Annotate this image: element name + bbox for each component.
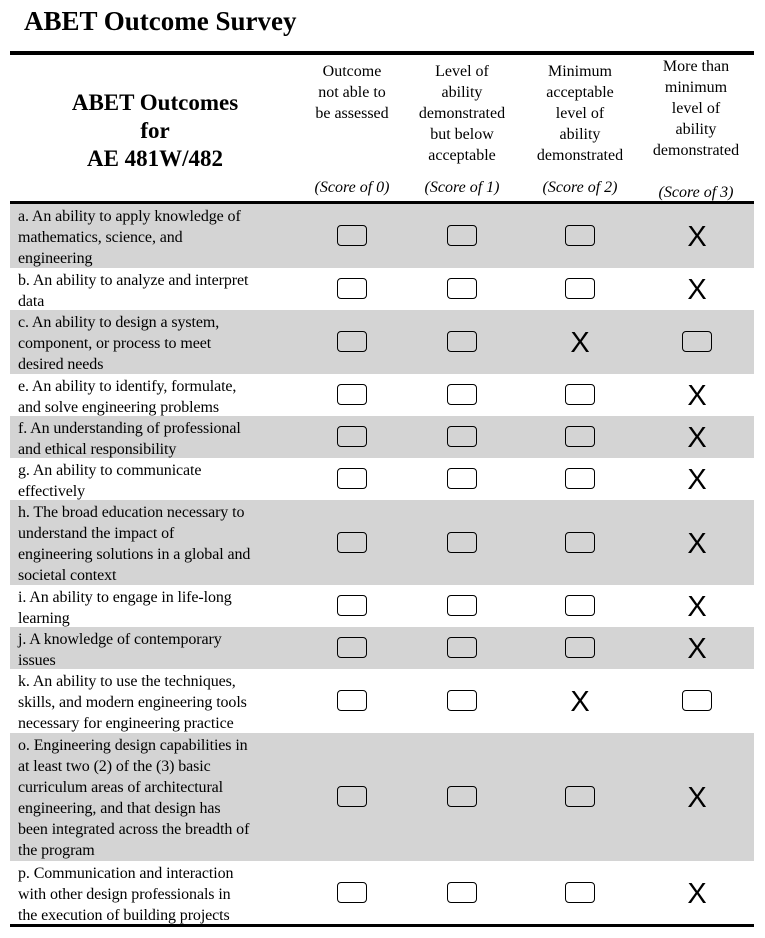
outcome-label xyxy=(18,270,303,312)
bottom-rule xyxy=(10,924,754,927)
outcome-label-line: engineering, and that design has xyxy=(18,800,221,817)
score-1-checkbox[interactable] xyxy=(432,204,492,268)
outcome-label xyxy=(18,735,303,861)
score-3-checkbox[interactable] xyxy=(667,669,727,733)
outcome-label-line: the execution of building projects xyxy=(18,907,230,924)
empty-checkbox xyxy=(447,225,477,246)
score-0-checkbox[interactable] xyxy=(322,204,382,268)
outcomes-column-title xyxy=(10,89,300,173)
x-mark-icon: X xyxy=(687,527,707,560)
score-1-checkbox[interactable] xyxy=(432,500,492,585)
empty-checkbox xyxy=(682,690,712,711)
table-row xyxy=(10,416,754,458)
score-0-checkbox[interactable] xyxy=(322,585,382,627)
x-mark-icon: X xyxy=(570,686,590,718)
empty-checkbox xyxy=(447,331,477,352)
score-0-checkbox[interactable] xyxy=(322,669,382,733)
empty-checkbox xyxy=(565,637,595,658)
score-0-checkbox[interactable] xyxy=(322,458,382,500)
outcome-label-line: learning xyxy=(18,610,70,627)
outcome-label-line: f. An understanding of professional xyxy=(18,420,241,437)
score-2-checkbox[interactable] xyxy=(550,585,610,627)
score-3-mark[interactable] xyxy=(667,733,727,861)
score-3-mark[interactable] xyxy=(667,627,727,669)
outcome-label-line: with other design professionals in xyxy=(18,886,231,903)
x-mark-icon: X xyxy=(687,633,707,665)
outcome-label xyxy=(18,460,303,502)
score-1-checkbox[interactable] xyxy=(432,627,492,669)
page-title: ABET Outcome Survey xyxy=(24,6,297,36)
score-1-checkbox[interactable] xyxy=(432,733,492,861)
score-2-checkbox[interactable] xyxy=(550,268,610,310)
table-row xyxy=(10,374,754,416)
column-header-score-2: Minimum acceptable level of ability demonstrated xyxy=(536,63,624,164)
score-3-mark[interactable] xyxy=(667,268,727,310)
empty-checkbox xyxy=(447,278,477,299)
score-3-mark[interactable] xyxy=(667,458,727,500)
score-1-checkbox[interactable] xyxy=(432,861,492,924)
x-mark-icon: X xyxy=(687,274,707,306)
score-1-checkbox[interactable] xyxy=(432,585,492,627)
empty-checkbox xyxy=(565,882,595,903)
x-mark-icon: X xyxy=(570,327,590,359)
score-1-checkbox[interactable] xyxy=(432,374,492,416)
empty-checkbox xyxy=(337,468,367,489)
empty-checkbox xyxy=(565,384,595,405)
outcome-label-line: necessary for engineering practice xyxy=(18,715,234,732)
empty-checkbox xyxy=(447,426,477,447)
outcome-label-line: a. An ability to apply knowledge of xyxy=(18,208,241,225)
outcome-label-line: desired needs xyxy=(18,356,104,373)
outcome-label-line: data xyxy=(18,293,45,310)
score-label: (Score of 0) xyxy=(314,179,390,196)
empty-checkbox xyxy=(565,595,595,616)
empty-checkbox xyxy=(337,426,367,447)
score-2-checkbox[interactable] xyxy=(550,861,610,924)
score-0-checkbox[interactable] xyxy=(322,500,382,585)
table-row xyxy=(10,733,754,861)
score-2-mark[interactable] xyxy=(550,310,610,374)
outcome-label-line: at least two (2) of the (3) basic xyxy=(18,758,211,775)
outcome-label-line: been integrated across the breadth of xyxy=(18,821,250,838)
outcome-label-line: e. An ability to identify, formulate, xyxy=(18,378,237,395)
outcome-label xyxy=(18,206,303,269)
table-row xyxy=(10,669,754,733)
empty-checkbox xyxy=(447,384,477,405)
outcome-label xyxy=(18,376,303,418)
outcome-label-line: and ethical responsibility xyxy=(18,441,177,458)
score-0-checkbox[interactable] xyxy=(322,733,382,861)
empty-checkbox xyxy=(337,637,367,658)
outcome-label xyxy=(18,587,303,629)
x-mark-icon: X xyxy=(687,422,707,454)
table-row xyxy=(10,500,754,585)
empty-checkbox xyxy=(565,532,595,553)
column-header-score-0: Outcome not able to be assessed xyxy=(315,63,389,122)
empty-checkbox xyxy=(565,225,595,246)
score-2-checkbox[interactable] xyxy=(550,500,610,585)
score-3-mark[interactable] xyxy=(667,585,727,627)
table-row xyxy=(10,310,754,374)
outcome-label-line: and solve engineering problems xyxy=(18,399,219,416)
empty-checkbox xyxy=(565,426,595,447)
outcome-label-line: g. An ability to communicate xyxy=(18,462,202,479)
score-1-checkbox[interactable] xyxy=(432,669,492,733)
score-0-checkbox[interactable] xyxy=(322,861,382,924)
empty-checkbox xyxy=(447,468,477,489)
outcome-label xyxy=(18,312,303,375)
outcome-label xyxy=(18,671,303,734)
empty-checkbox xyxy=(337,278,367,299)
x-mark-icon: X xyxy=(687,464,707,496)
empty-checkbox xyxy=(682,331,712,352)
outcome-label-line: c. An ability to design a system, xyxy=(18,314,220,331)
empty-checkbox xyxy=(447,595,477,616)
empty-checkbox xyxy=(337,331,367,352)
score-3-mark[interactable] xyxy=(667,204,727,268)
score-2-checkbox[interactable] xyxy=(550,374,610,416)
score-2-checkbox[interactable] xyxy=(550,204,610,268)
empty-checkbox xyxy=(337,595,367,616)
outcome-label-line: societal context xyxy=(18,567,117,584)
empty-checkbox xyxy=(337,690,367,711)
outcome-label-line: the program xyxy=(18,842,95,859)
outcome-label-line: engineering solutions in a global and xyxy=(18,546,251,563)
empty-checkbox xyxy=(337,384,367,405)
empty-checkbox xyxy=(447,532,477,553)
score-0-checkbox[interactable] xyxy=(322,310,382,374)
outcome-label-line: curriculum areas of architectural xyxy=(18,779,224,796)
outcome-label xyxy=(18,629,303,671)
score-2-checkbox[interactable] xyxy=(550,416,610,458)
empty-checkbox xyxy=(337,786,367,807)
outcome-label-line: j. A knowledge of contemporary xyxy=(18,631,222,648)
outcome-label xyxy=(18,418,303,460)
outcome-rows xyxy=(10,204,754,924)
score-3-checkbox[interactable] xyxy=(667,310,727,374)
score-0-checkbox[interactable] xyxy=(322,627,382,669)
x-mark-icon: X xyxy=(687,380,707,412)
score-1-checkbox[interactable] xyxy=(432,268,492,310)
outcome-label-line: engineering xyxy=(18,250,93,267)
score-2-checkbox[interactable] xyxy=(550,733,610,861)
table-row xyxy=(10,861,754,924)
outcome-label-line: o. Engineering design capabilities in xyxy=(18,737,248,754)
empty-checkbox xyxy=(565,468,595,489)
outcome-label-line: mathematics, science, and xyxy=(18,229,183,246)
outcome-label-line: b. An ability to analyze and interpret xyxy=(18,272,249,289)
empty-checkbox xyxy=(447,882,477,903)
empty-checkbox xyxy=(447,637,477,658)
score-3-mark[interactable] xyxy=(667,861,727,924)
empty-checkbox xyxy=(447,690,477,711)
table-header xyxy=(10,55,754,201)
outcome-label-line: component, or process to meet xyxy=(18,335,212,352)
outcome-label-line: skills, and modern engineering tools xyxy=(18,694,247,711)
outcome-label-line: effectively xyxy=(18,483,86,500)
score-label: (Score of 3) xyxy=(658,184,734,201)
x-mark-icon: X xyxy=(687,782,707,814)
empty-checkbox xyxy=(337,225,367,246)
score-3-mark[interactable] xyxy=(667,374,727,416)
score-1-checkbox[interactable] xyxy=(432,416,492,458)
x-mark-icon: X xyxy=(687,221,707,253)
table-row xyxy=(10,268,754,310)
outcome-label xyxy=(18,863,303,926)
score-2-mark[interactable] xyxy=(550,669,610,733)
outcomes-title-line: AE 481W/482 xyxy=(86,146,224,171)
column-header-score-3: More than minimum level of ability demonstrated xyxy=(652,58,740,159)
table-row xyxy=(10,458,754,500)
score-2-checkbox[interactable] xyxy=(550,627,610,669)
score-0-checkbox[interactable] xyxy=(322,374,382,416)
score-label: (Score of 2) xyxy=(542,179,618,196)
empty-checkbox xyxy=(565,278,595,299)
score-2-checkbox[interactable] xyxy=(550,458,610,500)
table-row xyxy=(10,585,754,627)
score-1-checkbox[interactable] xyxy=(432,310,492,374)
outcomes-title-line: for xyxy=(140,118,170,143)
score-3-mark[interactable] xyxy=(667,500,727,585)
outcome-label-line: issues xyxy=(18,652,56,669)
score-label: (Score of 1) xyxy=(424,179,500,196)
empty-checkbox xyxy=(337,882,367,903)
table-row xyxy=(10,627,754,669)
table-row xyxy=(10,204,754,268)
outcome-label-line: i. An ability to engage in life-long xyxy=(18,589,232,606)
score-3-mark[interactable] xyxy=(667,416,727,458)
empty-checkbox xyxy=(447,786,477,807)
outcome-label-line: h. The broad education necessary to xyxy=(18,504,245,521)
score-0-checkbox[interactable] xyxy=(322,268,382,310)
outcome-label-line: k. An ability to use the techniques, xyxy=(18,673,236,690)
empty-checkbox xyxy=(337,532,367,553)
score-0-checkbox[interactable] xyxy=(322,416,382,458)
outcomes-title-line: ABET Outcomes xyxy=(71,90,239,115)
outcome-label-line: p. Communication and interaction xyxy=(18,865,234,882)
x-mark-icon: X xyxy=(687,877,707,910)
outcome-label xyxy=(18,502,303,586)
score-1-checkbox[interactable] xyxy=(432,458,492,500)
x-mark-icon: X xyxy=(687,591,707,623)
empty-checkbox xyxy=(565,786,595,807)
outcome-label-line: understand the impact of xyxy=(18,525,175,542)
column-header-score-1: Level of ability demonstrated but below acceptable xyxy=(418,63,506,164)
